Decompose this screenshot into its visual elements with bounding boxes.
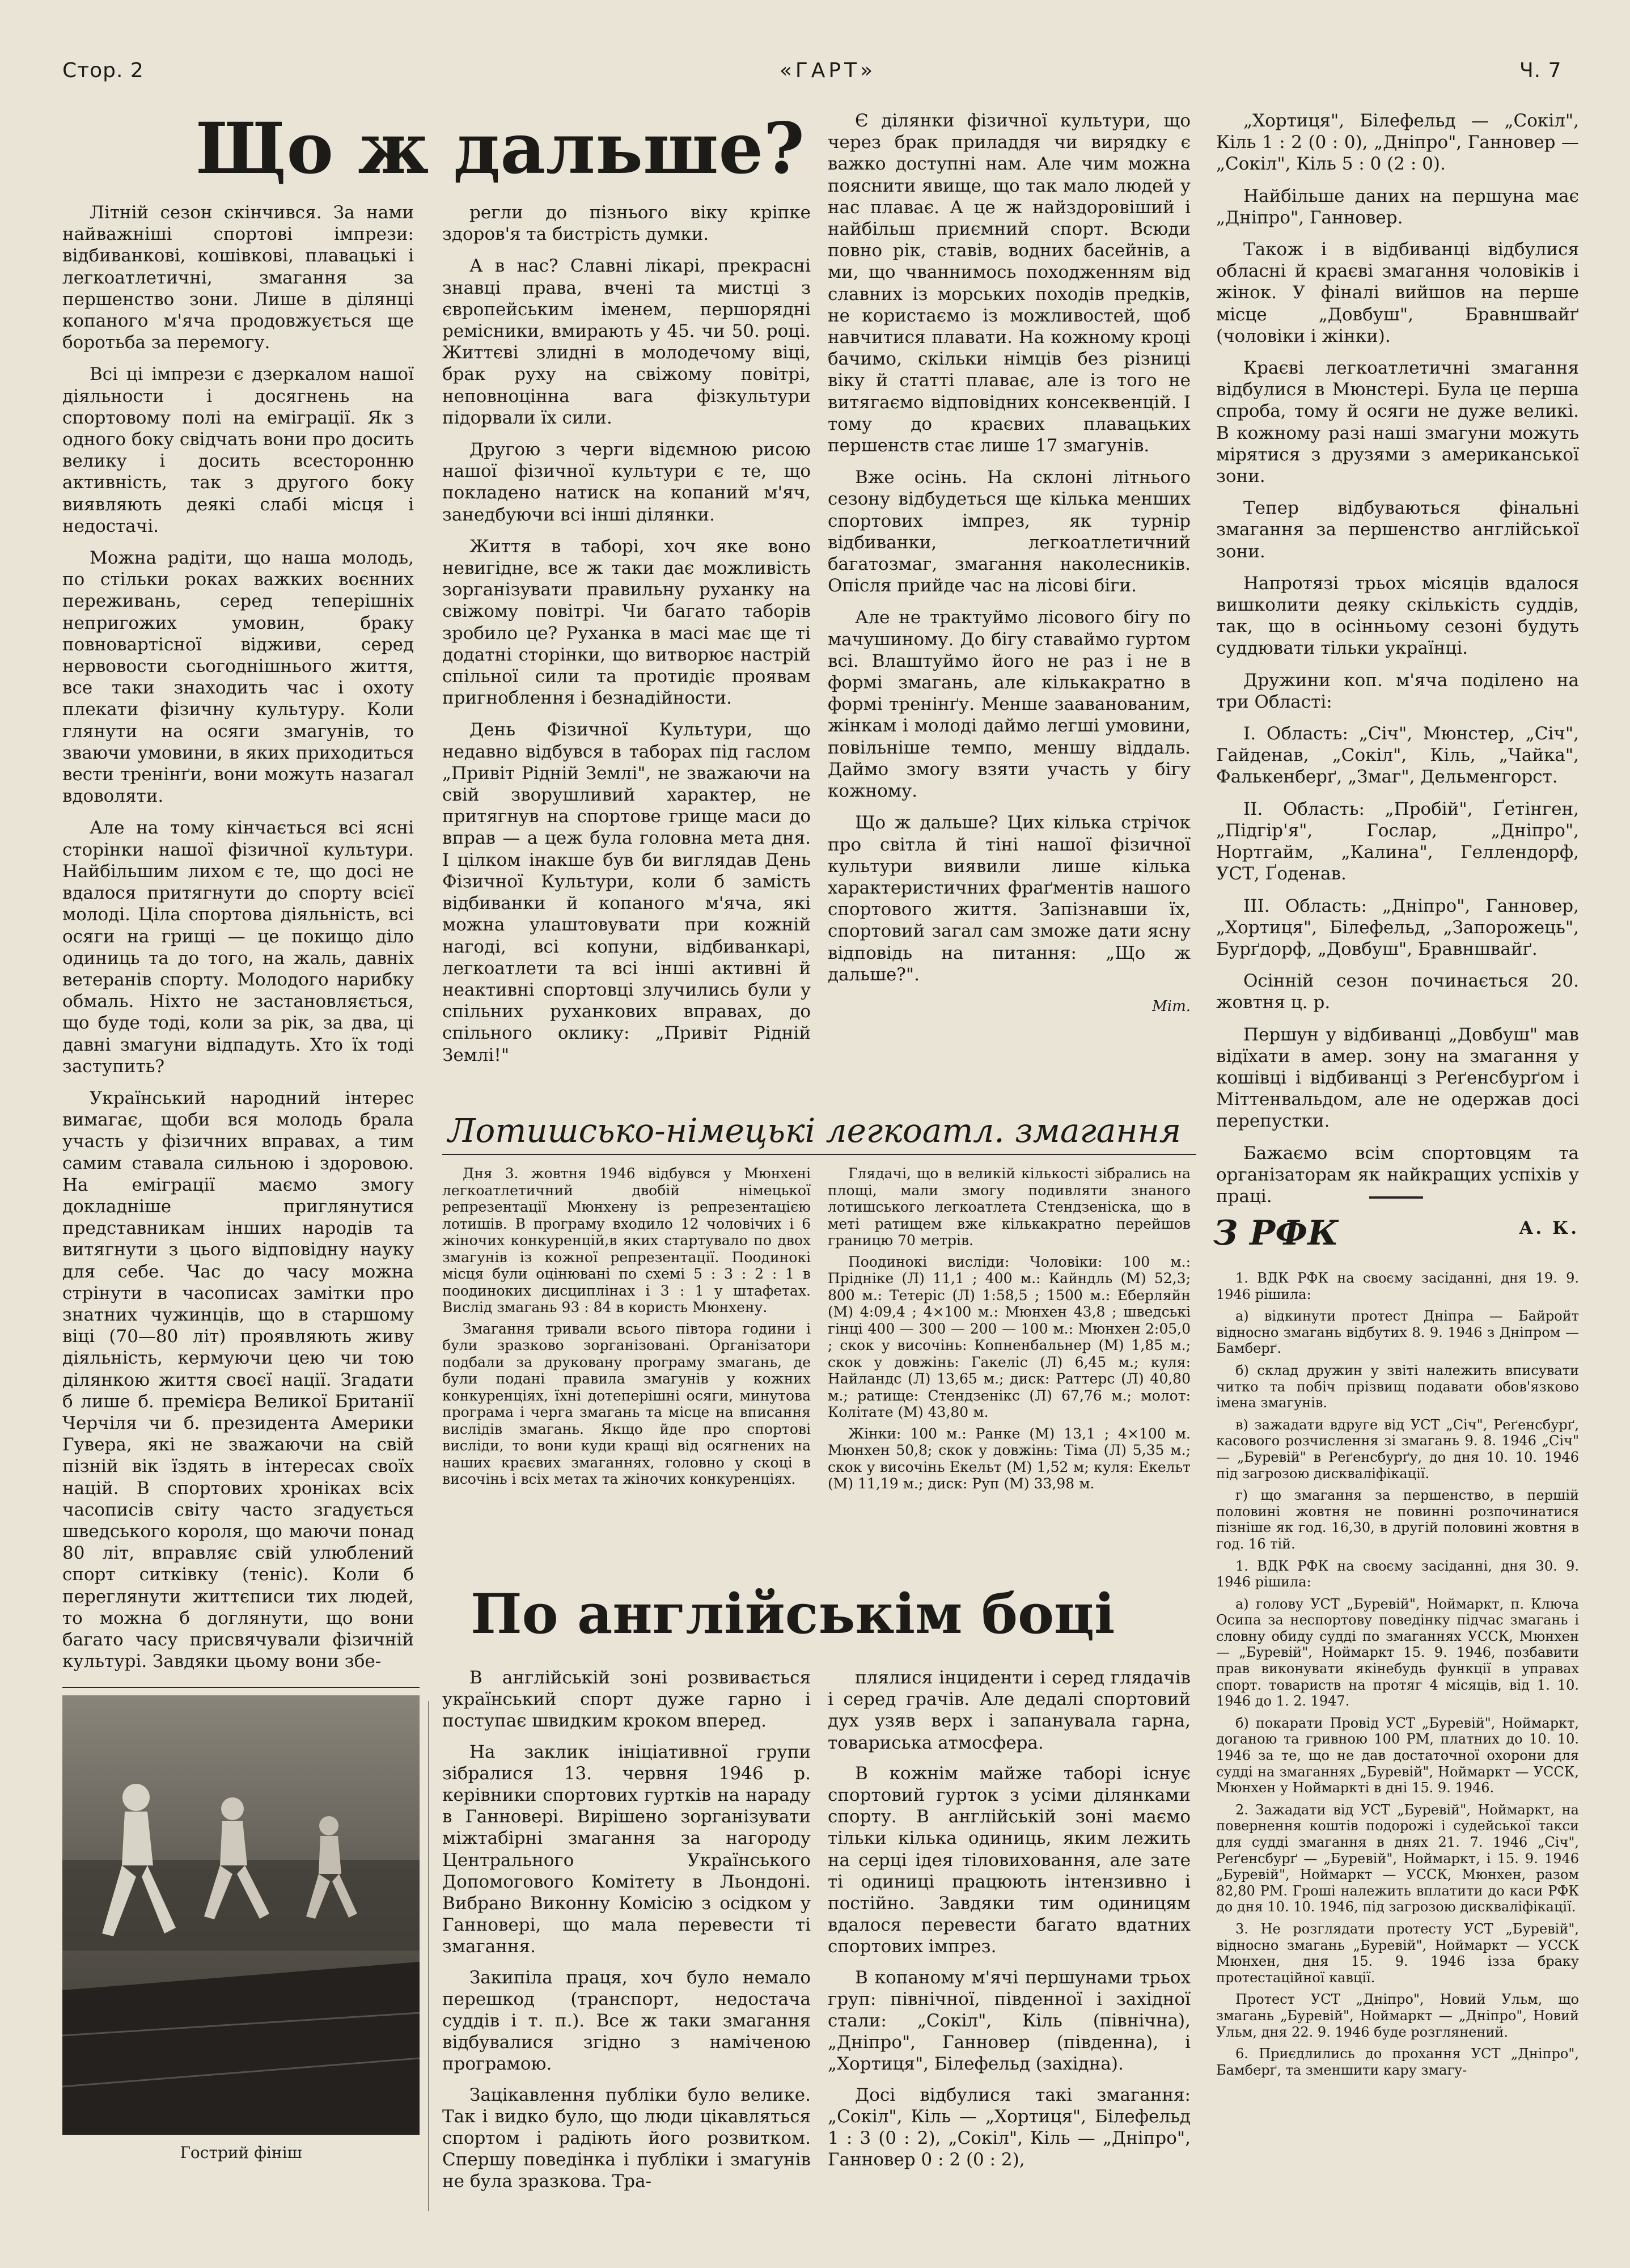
- athletics-column-left: [442, 1165, 811, 1492]
- column-rule: [428, 1701, 429, 2211]
- rfk-title: З РФК: [1213, 1213, 1339, 1253]
- article-title-athletics: Лотишсько-німецькі легкоатл. змагання: [448, 1111, 1182, 1150]
- paragraph: Життя в таборі, хоч яке воно невигідне, все ж таки дає можливість зорганізувати правильну руханку на свіжому повітрі. Чи багато таборів зробило це? Руханка в масі має ще ті додатні сторінки, що витворює настрій спільної сили та протидіє проявам пригноблення і безнадійности.: [442, 536, 811, 709]
- article-column-1: [62, 202, 414, 1682]
- runners-photo: [62, 1695, 420, 2135]
- english-zone-column-2: [828, 1667, 1191, 2180]
- photo-caption: Гострий фініш: [180, 2143, 302, 2162]
- divider: [62, 1687, 420, 1688]
- paragraph: Тепер відбуваються фінальні змагання за першенство англійської зони.: [1216, 498, 1579, 562]
- paragraph: 1. ВДК РФК на своєму засіданні, дня 30. 9. 1946 рішила:: [1216, 1558, 1579, 1590]
- paragraph: Також і в відбиванці відбулися обласні й краєві змагання чоловіків і жінок. У фіналі вийшов на перше місце „Довбуш", Бравншвайґ (чоловіки і жінки).: [1216, 239, 1579, 346]
- athletics-column-right: [828, 1165, 1191, 1497]
- article-column-3: [828, 110, 1191, 1017]
- paragraph: Бажаємо всім спортовцям та організаторам як найкращих успіхів у праці.: [1216, 1143, 1579, 1207]
- paragraph: Осінній сезон починається 20. жовтня ц. р.: [1216, 971, 1579, 1013]
- paragraph: Першун у відбиванці „Довбуш" мав відїхати в амер. зону на змагання у кошівці і відбиванці з Реґенсбурґом і Міттенвальдом, але не одержав досі перепустки.: [1216, 1024, 1579, 1132]
- paragraph: а) голову УСТ „Буревій", Ноймаркт, п. Ключа Осипа за неспортову поведінку підчас змагань і словну обиду судді по змаганнях УССК, Мюнхен — „Буревій", Ноймаркт 15. 9. 1946, позбавити прав виконувати якінебудь функції в управах спорт. товариств на протяг 4 місяців, від 1. 10. 1946 до 1. 2. 1947.: [1216, 1596, 1579, 1710]
- paragraph: Протест УСТ „Дніпро", Новий Ульм, що змагань „Буревій", Ноймаркт — „Дніпро", Новий Ульм, дня 22. 9. 1946 буде розглянений.: [1216, 1991, 1579, 2040]
- paragraph: Жінки: 100 м.: Ранке (М) 13,1 ; 4×100 м. Мюнхен 50,8; скок у довжінь: Тіма (Л) 5,35 м.; скок у височінь Екельт (М) 1,52 м; куля: Екельт (М) 11,19 м.; диск: Руп (М) 33,98 м.: [828, 1425, 1191, 1492]
- divider: [442, 1154, 1196, 1155]
- paragraph: Поодинокі висліди: Чоловіки: 100 м.: Прідніке (Л) 11,1 ; 400 м.: Кайндль (М) 52,3; 800 м.: Тетеріс (Л) 1:58,5 ; 1500 м.: Еберляйн (М) 4:09,4 ; 4×100 м.: Мюнхен 43,8 ; шведські гінці 400 — 300 — 200 — 100 м.: Мюнхен 2:05,0 ; скок у височінь: Копненбальнер (М) 1,85 м.; скок у довжінь: Гакеліс (Л) 6,45 м.; куля: Найландс (Л) 13,65 м.; диск: Раттерс (Л) 40,80 м.; ратище: Стендзенікс (Л) 67,76 м.; молот: Колітате (М) 43,80 м.: [828, 1253, 1191, 1420]
- paragraph: ІІ. Область: „Пробій", Ґетінген, „Підгір'я", Гослар, „Дніпро", Нортгайм, „Калина", Геллендорф, УСТ, Ґоденав.: [1216, 798, 1579, 885]
- paragraph: Можна радіти, що наша молодь, по стільки роках важких воєнних переживань, серед теперішніх непригожих умовин, браку повновартісної відживи, серед нервовости сьогоднішнього життя, все таки знаходить час і охоту плекати фізичну культуру. Коли глянути на осяги змагунів, то зваючи умовини, в яких приходиться вести тренінґи, вони можуть назагал вдоволяти.: [62, 548, 414, 807]
- paragraph: І. Область: „Січ", Мюнстер, „Січ", Гайденав, „Сокіл", Кіль, „Чайка", Фалькенберґ, „Змаг", Дельменгорст.: [1216, 723, 1579, 788]
- paragraph: ІІІ. Область: „Дніпро", Ганновер, „Хортиця", Білефельд, „Запорожець", Бурґдорф, „Довбуш", Бравншвайґ.: [1216, 895, 1579, 959]
- paragraph: Всі ці імпрези є дзеркалом нашої діяльности і досягнень на спортовому полі на еміграції. Як з одного боку свідчать вони про досить велику і досить всесторонню активність, так з другого боку виявляють деякі слабі місця і недостачі.: [62, 364, 414, 536]
- paragraph: Зацікавлення публіки було велике. Так і видко було, що люди цікавляться спортом і радіють його розвитком. Спершу поведінка і публіки і змагунів не була зразкова. Тра-: [442, 2084, 811, 2192]
- paragraph: Дня 3. жовтня 1946 відбувся у Мюнхені легкоатлетичний двобій німецької репрезентації Мюнхену із репрезентацією лотишів. В програму входило 12 чоловічих і 6 жіночих конкуренцій,в яких стартувало по двох змагунів із кожної репрезентації. Поодинокі місця були оцінювані по схемі 5 : 3 : 2 : 1 в поодиноких дисциплінах і 3 : 1 у штафетах. Вислід змагань 93 : 84 в користь Мюнхену.: [442, 1165, 811, 1315]
- article-column-2: [442, 202, 811, 1076]
- paragraph: 3. Не розглядати протесту УСТ „Буревій", відносно змагань „Буревій", Ноймаркт — УССК Мюнхен, дня 15. 9. 1946 ізза браку протестаційної кавції.: [1216, 1920, 1579, 1986]
- paragraph: На заклик ініціативної групи зібралися 13. червня 1946 р. керівники спортових гуртків на нараду в Ганновері. Вирішено зорганізувати міжтабірні змагання за нагороду Центрального Українського Допомогового Комітету в Льондоні. Вибрано Виконну Комісію з осідком у Ганновері, що мала перевести ті змагання.: [442, 1741, 811, 1957]
- divider: [1369, 1196, 1423, 1199]
- paragraph: 2. Зажадати від УСТ „Буревій", Ноймаркт, на повернення коштів подорожі і судейської такси для судді змагання в днях 21. 7. 1946 „Січ", Реґенсбурґ — „Буревій", Ноймаркт, і 15. 9. 1946 „Буревій", Ноймаркт — УССК, Мюнхен, разом 82,80 РМ. Гроші належить вплатити до каси РФК до дня 10. 10. 1946, під загрозою дискваліфікації.: [1216, 1801, 1579, 1915]
- paragraph: Український народний інтерес вимагає, щоби вся молодь брала участь у фізичних вправах, а тим самим ставала сильною і здоровою. На еміграції маємо змогу докладніше приглянутися представникам інших народів та витягнути з цього відповідну науку для себе. Час до часу можна стрінути в часописах замітки про знатних чужинців, що в старшому віці (70—80 літ) проявляють живу діяльність, кермуючи цею чи тою ділянкою життя своєї нації. Згадати б лише б. премієра Великої Британії Черчіля чи б. президента Америки Гувера, які не зважаючи на свій пізній вік їздять в інтересах своїх націй. В спортових хроніках всіх часописів світу часто згадується шведського короля, що маючи понад 80 літ, вправляє свій улюблений спорт ситківку (теніс). Коли б переглянути життєписи тих людей, то можна б доглянути, що вони багато часу присвячували фізичній культурі. Завдяки цьому вони збе-: [62, 1088, 414, 1672]
- paragraph: Дружини коп. м'яча поділено на три Області:: [1216, 670, 1579, 712]
- paragraph: В англійській зоні розвивається український спорт дуже гарно і поступає швидким кроком вперед.: [442, 1668, 811, 1732]
- author-signature: Міт.: [1152, 997, 1191, 1015]
- author-initials: А. К.: [1519, 1218, 1579, 1239]
- paragraph: Другою з черги відємною рисою нашої фізичної культури є те, що покладено натиск на копаний м'яч, занедбуючи всі інші ділянки.: [442, 439, 811, 525]
- paragraph: „Хортиця", Білефельд — „Сокіл", Кіль 1 : 2 (0 : 0), „Дніпро", Ганновер — „Сокіл", Кіль 5 : 0 (2 : 0).: [1216, 111, 1579, 175]
- paragraph: А в нас? Славні лікарі, прекрасні знавці права, вчені та мистці з європейським іменем, першорядні ремісники, вмирають у 45. чи 50. році. Життєві злидні в молодечому віці, брак руху на свіжому повітрі, неповноцінна вага фізкультури підорвали їх сили.: [442, 256, 811, 428]
- page-number: Стор. 2: [62, 59, 144, 82]
- paragraph: Що ж дальше? Цих кілька стрічок про світла й тіні нашої фізичної культури виявили лише кілька характеристичних фраґментів нашого спортового життя. Запізнавши їх, спортовий загал сам зможе дати ясну відповідь на питання: „Що ж дальше?".: [828, 813, 1191, 985]
- issue-number: Ч. 7: [1519, 59, 1562, 82]
- paragraph: б) покарати Провід УСТ „Буревій", Ноймаркт, доганою та гривною 100 РМ, платних до 10. 10. 1946 за те, що не дав достаточної охорони для судді на змаганнях „Буревій", Ноймаркт — УССК, Мюнхен у Ноймаркті в дні 15. 9. 1946.: [1216, 1715, 1579, 1796]
- paragraph: б) склад дружин у звіті належить вписувати читко та побіч прізвищ подавати обов'язково імена змагунів.: [1216, 1362, 1579, 1411]
- paragraph: Але не трактуймо лісового бігу по мачушиному. До бігу ставаймо гуртом всі. Влаштуймо його не раз і не в формі змагань, але кількакратно в формі тренінґу. Менше зааванованим, жінкам і молоді даймо легші умовини, повільніше темпо, меншу віддаль. Даймо змогу взяти участь у бігу кожному.: [828, 607, 1191, 802]
- paragraph: плялися інциденти і серед глядачів і серед грачів. Але дедалі спортовий дух узяв верх і запанувала гарна, товариська атмосфера.: [828, 1668, 1191, 1753]
- paragraph: Закипіла праця, хоч було немало перешкод (транспорт, недостача суддів і т. п.). Все ж таки змагання відбувалися згідно з наміченою програмою.: [442, 1967, 811, 2075]
- paragraph: Досі відбулися такі змагання: „Сокіл", Кіль — „Хортиця", Білефельд 1 : 3 (0 : 2), „Сокіл", Кіль — „Дніпро", Ганновер 0 : 2 (0 : 2),: [828, 2084, 1191, 2170]
- paragraph: регли до пізнього віку кріпке здоров'я та бистрість думки.: [442, 202, 811, 245]
- paragraph: День Фізичної Культури, що недавно відбувся в таборах під гаслом „Привіт Рідній Землі", не зважаючи на свій зворушливий характер, не притягнув на спортове грище маси до вправ — а цеж була головна мета дня. І цілком інакше був би виглядав День Фізичної Культури, коли б замість відбиванки й копаного м'яча, які можна улаштовувати при кожній нагоді, всі копуни, відбиванкарі, легкоатлети та всі інші активні й неактивні спортовці злучились були у спільних руханкових вправах, до спільного оклику: „Привіт Рідній Землі!": [442, 720, 811, 1065]
- paragraph: 6. Приєдлились до прохання УСТ „Дніпро", Бамберґ, та зменшити кару змагу-: [1216, 2046, 1579, 2078]
- article-column-4: [1216, 110, 1579, 1239]
- paragraph: Літній сезон скінчився. За нами найважніші спортові імпрези: відбиванкові, кошівкові, плавацькі і легкоатлетичні, змагання за першенство зони. Лише в ділянці копаного м'яча продовжується ще боротьба за перемогу.: [62, 202, 414, 353]
- paragraph: а) відкинути протест Дніпра — Байройт відносно змагань відбутих 8. 9. 1946 з Дніпром — Бамберґ.: [1216, 1308, 1579, 1357]
- article-title-english-zone: По англійськім боці: [471, 1582, 1115, 1646]
- paragraph: в) зажадати вдруге від УСТ „Січ", Реґенсбурґ, касового розчислення зі змагань 9. 8. 1946 „Січ" — „Буревій" в Реґенсбурґу, до дня 10. 10. 1946 під загрозою дискваліфікації.: [1216, 1416, 1579, 1482]
- paragraph: Найбільше даних на першуна має „Дніпро", Ганновер.: [1216, 185, 1579, 228]
- article-title-main: Що ж дальше?: [196, 108, 805, 190]
- paper-name: «ГАРТ»: [779, 59, 877, 82]
- paragraph: г) що змагання за першенство, в першій половині жовтня не повинні розпочинатися пізніше як год. 16,30, в другій половині жовтня в год. 16 тій.: [1216, 1487, 1579, 1552]
- rfk-column: [1216, 1270, 1579, 2084]
- english-zone-column-1: [442, 1667, 811, 2202]
- paragraph: Є ділянки фізичної культури, що через брак приладдя чи вирядку є важко доступні нам. Але чим можна пояснити явище, що так мало людей у нас плаває. А це ж найздоровіший і найбільш приємний спорт. Всюди повно рік, ставів, водних басейнів, а ми, що чваннимось походженням від славних із морських походів предків, не користаємо із можливостей, щоб навчитися плавати. На кожному кроці бачимо, скільки німців без різниці віку й статті плаває, але із того не витягаємо відповідних консеквенцій. І тому до краєвих плавацьких першенств стає лише 17 змагунів.: [828, 111, 1191, 456]
- paragraph: Але на тому кінчається всі ясні сторінки нашої фізичної культури. Найбільшим лихом є те, що досі не вдалося притягнути до спорту всієї молоді. Ціла спортова діяльність, всі осяги на грищі — це покищо діло одиниць та до того, на жаль, давніх ветеранів спорту. Молодого нарибку обмаль. Ніхто не застановляється, що буде тоді, коли за рік, за два, ці давні змагуни відпадуть. Хто їх тоді заступить?: [62, 818, 414, 1077]
- paragraph: Вже осінь. На склоні літнього сезону відбудеться ще кілька менших спортових імпрез, як турнір відбиванки, легкоатлетичний багатозмаг, змагання наколесників. Опісля прийде час на лісові біги.: [828, 467, 1191, 596]
- paragraph: В кожнім майже таборі існує спортовий гурток з усіми ділянками спорту. В англійській зоні маємо тільки кілька одиниць, яким лежить на серці ідея тіловиховання, але зате ті одиниці працюють інтензивно і постійно. Завдяки тим одиницям вдалося перевести багато вдатних спортових імпрез.: [828, 1763, 1191, 1957]
- paragraph: Напротязі трьох місяців вдалося вишколити деяку скількість суддів, так, що в осінньому сезоні будуть суддювати тільки українці.: [1216, 573, 1579, 659]
- paragraph: В копаному м'ячі першунами трьох груп: північної, південної і західної стали: „Сокіл", Кіль (північна), „Дніпро", Ганновер (південна), і „Хортиця", Білефельд (західна).: [828, 1967, 1191, 2075]
- paragraph: Глядачі, що в великій кількості зібрались на площі, мали змогу подивляти знаного лотишського легкоатлета Стендзеніска, що в меті ратищем вже кількакратно перейшов границю 70 метрів.: [828, 1165, 1191, 1249]
- paragraph: 1. ВДК РФК на своєму засіданні, дня 19. 9. 1946 рішила:: [1216, 1270, 1579, 1302]
- photo-finish-image: [62, 1695, 420, 2135]
- paragraph: Змагання тривали всього півтора години і були зразково зорганізовані. Організатори подбали за друковану програму змагань, де були подані правила змагунів у кожних конкуренціях, їхні дотеперішні осяги, минутова програма і черга змагань та місце на вписання вислідів змагань. Якщо йде про спортові висліди, то вони куди кращі від осягнених на наших краєвих змаганнях, головно у скоці в височінь і всіх метах та жіночих конкуренціях.: [442, 1320, 811, 1487]
- paragraph: Краєві легкоатлетичні змагання відбулися в Мюнстері. Була це перша спроба, тому й осяги не дуже великі. В кожному разі наші змагуни можуть мірятися з друзями з американської зони.: [1216, 358, 1579, 487]
